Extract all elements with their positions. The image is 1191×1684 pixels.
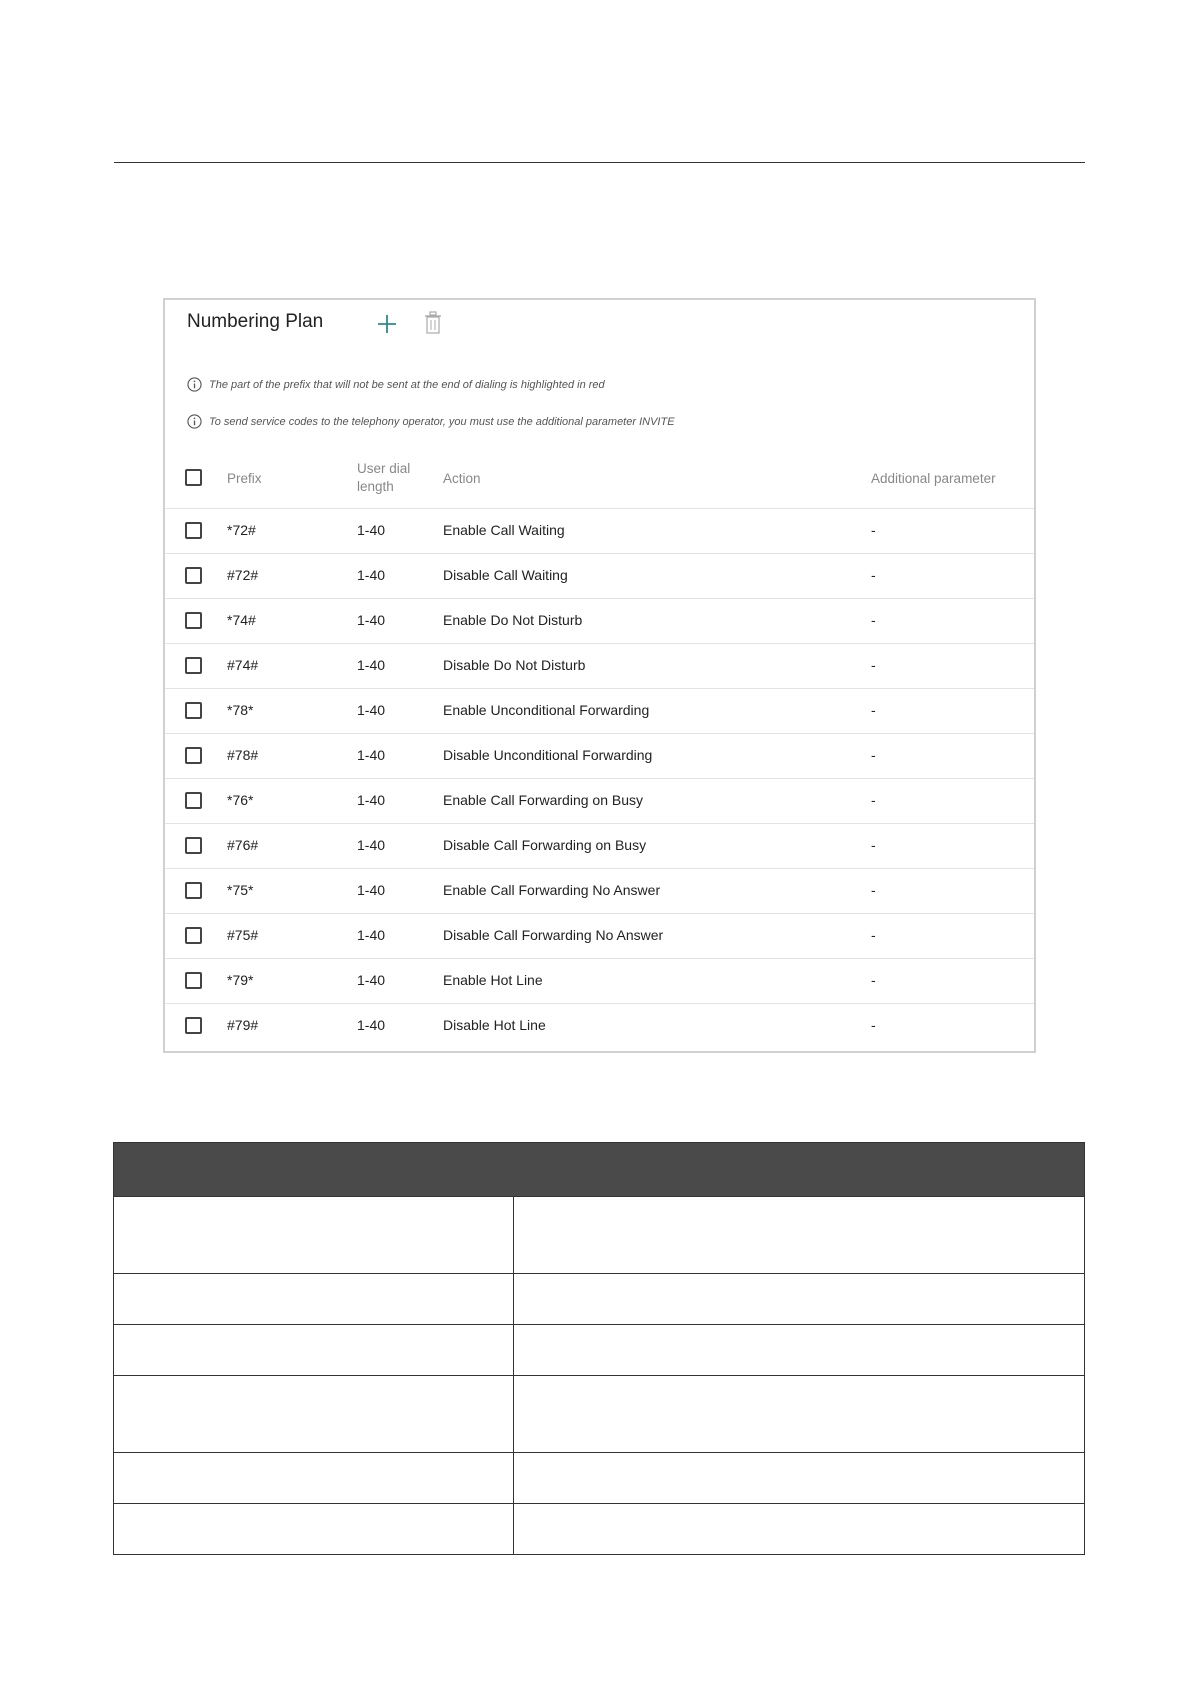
parameter-name-cell xyxy=(114,1504,514,1554)
row-param: - xyxy=(871,657,876,673)
parameter-description-cell xyxy=(514,1504,1084,1554)
parameter-name-cell xyxy=(114,1197,514,1273)
column-length-line1: User dial xyxy=(357,461,411,476)
row-param: - xyxy=(871,927,876,943)
row-action: Disable Call Forwarding on Busy xyxy=(443,837,647,853)
row-checkbox[interactable] xyxy=(185,972,202,989)
trash-icon[interactable] xyxy=(424,311,442,335)
table-row[interactable] xyxy=(165,688,1034,734)
add-icon[interactable] xyxy=(376,313,398,335)
select-all-checkbox[interactable] xyxy=(185,469,202,486)
row-action: Disable Hot Line xyxy=(443,1017,546,1033)
row-prefix: *78* xyxy=(227,702,254,718)
parameter-table-row xyxy=(114,1375,1084,1452)
parameter-name-cell xyxy=(114,1453,514,1503)
row-length: 1-40 xyxy=(357,567,386,583)
parameter-description-cell xyxy=(514,1197,1084,1273)
table-row[interactable] xyxy=(165,778,1034,824)
table-row[interactable] xyxy=(165,553,1034,599)
row-action: Enable Call Forwarding No Answer xyxy=(443,882,661,898)
parameter-description-cell xyxy=(514,1376,1084,1452)
parameter-table-row xyxy=(114,1196,1084,1273)
parameter-name-cell xyxy=(114,1376,514,1452)
parameter-description-cell xyxy=(514,1453,1084,1503)
row-length: 1-40 xyxy=(357,612,386,628)
column-additional-parameter[interactable]: Additional parameter xyxy=(871,471,996,486)
row-action: Disable Do Not Disturb xyxy=(443,657,586,673)
info-note xyxy=(187,414,675,429)
row-param: - xyxy=(871,612,876,628)
info-note-text: The part of the prefix that will not be sent at the end of dialing is highlighted in red xyxy=(209,378,605,391)
row-prefix: *76* xyxy=(227,792,254,808)
row-prefix: #76# xyxy=(227,837,259,853)
info-icon xyxy=(187,414,202,429)
row-prefix: *79* xyxy=(227,972,254,988)
numbering-plan-panel xyxy=(163,298,1036,1053)
row-checkbox[interactable] xyxy=(185,747,202,764)
row-length: 1-40 xyxy=(357,927,386,943)
parameter-name-cell xyxy=(114,1274,514,1324)
parameter-table xyxy=(113,1142,1085,1555)
column-user-dial-length[interactable] xyxy=(357,460,427,496)
table-row[interactable] xyxy=(165,913,1034,959)
column-action[interactable]: Action xyxy=(443,471,481,486)
row-param: - xyxy=(871,882,876,898)
panel-title: Numbering Plan xyxy=(187,311,324,332)
row-checkbox[interactable] xyxy=(185,702,202,719)
row-prefix: *72# xyxy=(227,522,256,538)
top-divider xyxy=(114,162,1085,163)
parameter-description-cell xyxy=(514,1274,1084,1324)
row-prefix: #72# xyxy=(227,567,259,583)
parameter-table-header xyxy=(114,1143,1084,1196)
info-icon xyxy=(187,377,202,392)
row-prefix: #79# xyxy=(227,1017,259,1033)
row-checkbox[interactable] xyxy=(185,792,202,809)
row-length: 1-40 xyxy=(357,657,386,673)
row-action: Enable Call Forwarding on Busy xyxy=(443,792,643,808)
row-checkbox[interactable] xyxy=(185,837,202,854)
row-param: - xyxy=(871,972,876,988)
row-prefix: #74# xyxy=(227,657,259,673)
row-length: 1-40 xyxy=(357,837,386,853)
table-row[interactable] xyxy=(165,823,1034,869)
parameter-table-row xyxy=(114,1324,1084,1375)
row-param: - xyxy=(871,747,876,763)
table-row[interactable] xyxy=(165,958,1034,1004)
row-length: 1-40 xyxy=(357,1017,386,1033)
parameter-table-row xyxy=(114,1273,1084,1324)
parameter-table-row xyxy=(114,1503,1084,1554)
row-action: Enable Unconditional Forwarding xyxy=(443,702,650,718)
row-checkbox[interactable] xyxy=(185,882,202,899)
row-param: - xyxy=(871,792,876,808)
parameter-description-cell xyxy=(514,1325,1084,1375)
row-prefix: #75# xyxy=(227,927,259,943)
table-row[interactable] xyxy=(165,868,1034,914)
table-row[interactable] xyxy=(165,598,1034,644)
table-row[interactable] xyxy=(165,733,1034,779)
info-note xyxy=(187,377,605,392)
table-row[interactable] xyxy=(165,1003,1034,1049)
row-param: - xyxy=(871,1017,876,1033)
row-length: 1-40 xyxy=(357,882,386,898)
row-action: Enable Call Waiting xyxy=(443,522,565,538)
column-length-line2: length xyxy=(357,479,394,494)
row-param: - xyxy=(871,522,876,538)
row-length: 1-40 xyxy=(357,747,386,763)
row-length: 1-40 xyxy=(357,702,386,718)
row-param: - xyxy=(871,567,876,583)
parameter-table-row xyxy=(114,1452,1084,1503)
row-param: - xyxy=(871,837,876,853)
table-header xyxy=(165,448,1034,508)
row-checkbox[interactable] xyxy=(185,567,202,584)
table-row[interactable] xyxy=(165,508,1034,554)
row-checkbox[interactable] xyxy=(185,612,202,629)
row-action: Enable Hot Line xyxy=(443,972,543,988)
row-param: - xyxy=(871,702,876,718)
row-checkbox[interactable] xyxy=(185,927,202,944)
row-action: Disable Unconditional Forwarding xyxy=(443,747,653,763)
row-action: Disable Call Waiting xyxy=(443,567,568,583)
row-prefix: *74# xyxy=(227,612,256,628)
info-note-text: To send service codes to the telephony operator, you must use the additional parameter INVITE xyxy=(209,415,675,428)
row-length: 1-40 xyxy=(357,792,386,808)
parameter-name-cell xyxy=(114,1325,514,1375)
row-checkbox[interactable] xyxy=(185,1017,202,1034)
row-checkbox[interactable] xyxy=(185,522,202,539)
row-length: 1-40 xyxy=(357,522,386,538)
row-action: Disable Call Forwarding No Answer xyxy=(443,927,664,943)
row-prefix: *75* xyxy=(227,882,254,898)
row-prefix: #78# xyxy=(227,747,259,763)
column-prefix[interactable]: Prefix xyxy=(227,471,262,486)
row-length: 1-40 xyxy=(357,972,386,988)
row-checkbox[interactable] xyxy=(185,657,202,674)
row-action: Enable Do Not Disturb xyxy=(443,612,583,628)
table-row[interactable] xyxy=(165,643,1034,689)
